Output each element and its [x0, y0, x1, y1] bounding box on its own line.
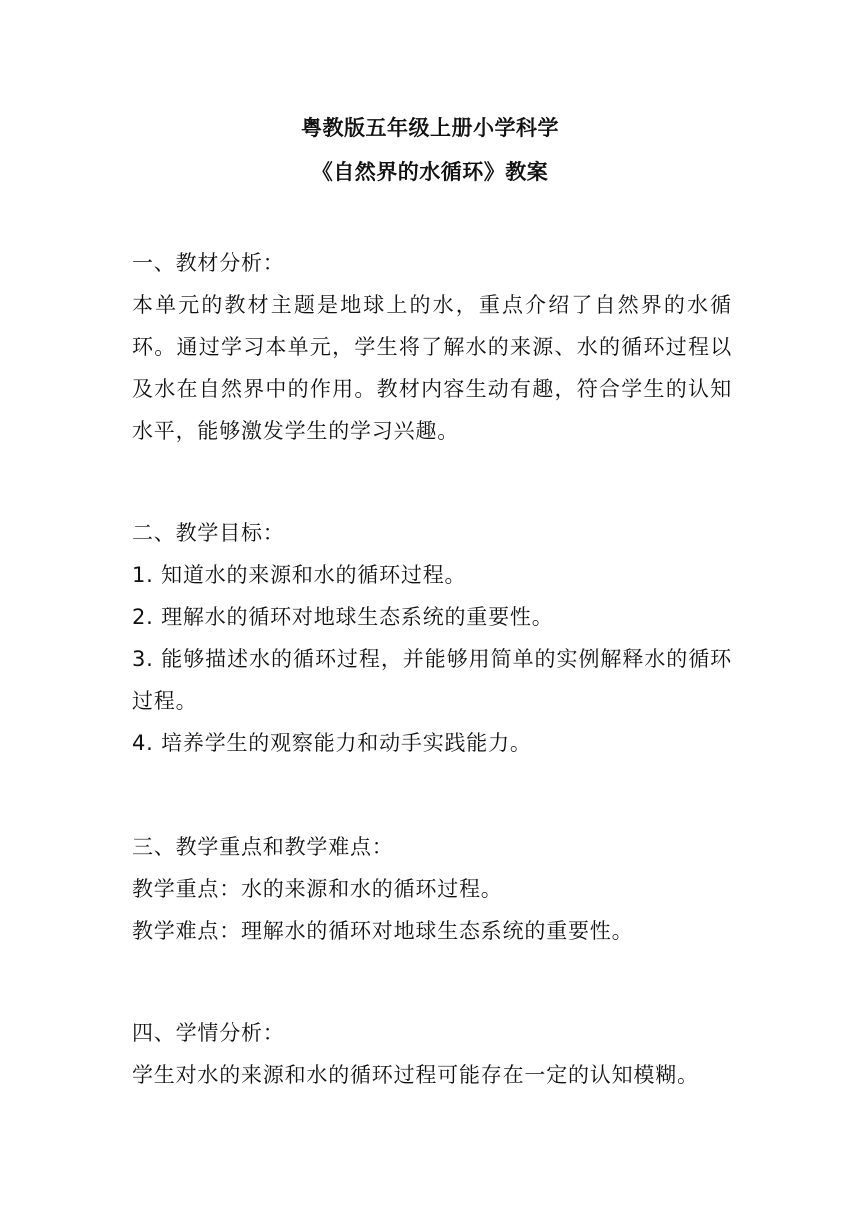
- section-heading: 三、教学重点和教学难点：: [132, 835, 394, 859]
- section-heading: 四、学情分析：: [132, 1021, 285, 1045]
- section-heading: 二、教学目标：: [132, 521, 285, 545]
- section-paragraph: 学生对水的来源和水的循环过程可能存在一定的认知模糊。: [132, 1063, 699, 1087]
- section-paragraph: 本单元的教材主题是地球上的水，重点介绍了自然界的水循环。通过学习本单元，学生将了解水的来源、水的循环过程以及水在自然界中的作用。教材内容生动有趣，符合学生的认知水平，能够激发学生的学习兴趣。: [132, 293, 732, 443]
- list-item: 2. 理解水的循环对地球生态系统的重要性。: [132, 605, 554, 629]
- document-title-line1: 粤教版五年级上册小学科学: [301, 116, 559, 140]
- section-textbook-analysis: [132, 242, 732, 452]
- section-teaching-goals: [132, 512, 732, 764]
- list-item: 4. 培养学生的观察能力和动手实践能力。: [132, 731, 532, 755]
- list-item: 1. 知道水的来源和水的循环过程。: [132, 563, 467, 587]
- section-learner-analysis: [132, 1012, 732, 1096]
- list-item: 教学重点：水的来源和水的循环过程。: [132, 877, 503, 901]
- section-heading: 一、教材分析：: [132, 251, 285, 275]
- list-item: 教学难点：理解水的循环对地球生态系统的重要性。: [132, 919, 634, 943]
- list-item: 3. 能够描述水的循环过程，并能够用简单的实例解释水的循环过程。: [132, 647, 732, 713]
- document-title-line2: 《自然界的水循环》教案: [311, 160, 549, 184]
- section-key-and-difficult-points: [132, 826, 732, 952]
